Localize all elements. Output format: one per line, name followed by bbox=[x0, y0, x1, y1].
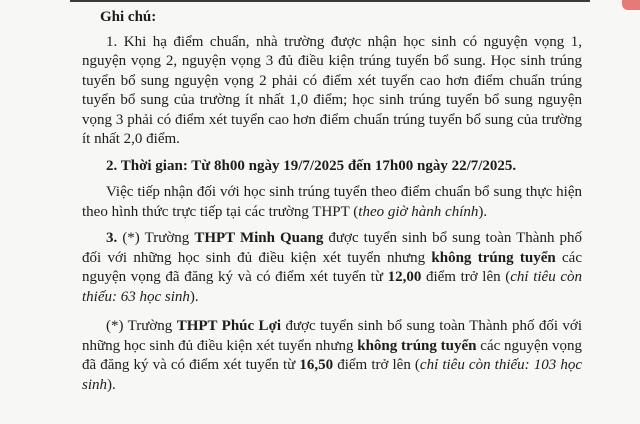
note-item-3-school: THPT Minh Quang bbox=[194, 230, 324, 246]
notes-heading: Ghi chú: bbox=[100, 9, 157, 25]
note-item-1-text: Khi hạ điểm chuẩn, nhà trường được nhận học sinh có nguyện vọng 1, nguyện vọng 2, nguyện vọng 3 đủ điều kiện trúng tuyển bổ sung. Học sinh trúng tuyển bổ sung nguyện vọng 2 phải có điểm xét tuyển cao hơn điểm chuẩn trúng tuyển bổ sung của trường ít nhất 1,0 điểm; học sinh trúng tuyển bổ sung nguyện vọng 3 phải có điểm xét tuyển cao hơn điểm chuẩn trúng tuyển bổ sung của trường ít nhất 2,0 điểm. bbox=[82, 33, 582, 147]
note-item-3-score: 12,00 bbox=[387, 269, 422, 285]
note-item-4-mid2: các nguyện vọng đã đăng ký và có điểm xét tuyển từ bbox=[82, 337, 582, 373]
note-item-4-mid3: điểm trở lên ( bbox=[333, 357, 420, 373]
note-item-4-quota: chỉ tiêu còn thiếu: 103 học sinh bbox=[82, 357, 582, 393]
note-item-3-quota: chỉ tiêu còn thiếu: 63 học sinh bbox=[82, 269, 582, 305]
note-item-4-mid: được tuyển sinh bổ sung toàn Thành phố đối với những học sinh đủ điều kiện xét tuyển nhưng bbox=[82, 318, 582, 354]
note-item-3-mid2: các nguyện vọng đã đăng ký và có điểm xét tuyển từ bbox=[82, 249, 583, 285]
note-item-4 bbox=[82, 317, 582, 395]
note-item-2-detail bbox=[82, 183, 582, 222]
note-item-2-time: Từ 8h00 ngày 19/7/2025 đến 17h00 ngày 22/7/2025. bbox=[191, 157, 517, 174]
note-item-3-end: ). bbox=[189, 288, 199, 305]
note-item-3-not-pass: không trúng tuyển bbox=[431, 249, 556, 266]
note-item-3-prefix: (*) Trường bbox=[122, 230, 195, 246]
note-item-4-not-pass: không trúng tuyển bbox=[357, 337, 477, 354]
note-item-3-mid3: điểm trở lên ( bbox=[421, 269, 511, 285]
note-item-2-detail-text: Việc tiếp nhận đối với học sinh trúng tuyển theo điểm chuẩn bổ sung thực hiện theo hình thức trực tiếp tại các trường THPT ( bbox=[82, 184, 582, 220]
note-item-4-school: THPT Phúc Lợi bbox=[176, 318, 282, 334]
note-item-2-number: 2. bbox=[106, 157, 118, 174]
note-item-2-detail-end: ). bbox=[478, 203, 488, 220]
note-item-2 bbox=[82, 157, 582, 177]
note-item-4-score: 16,50 bbox=[299, 357, 334, 373]
note-item-4-end: ). bbox=[107, 376, 116, 393]
note-item-2-detail-italic: theo giờ hành chính bbox=[358, 203, 479, 220]
note-item-1-number: 1. bbox=[106, 33, 118, 50]
red-stamp-fragment bbox=[622, 0, 640, 10]
note-item-3-number: 3. bbox=[106, 230, 118, 246]
note-item-3 bbox=[82, 229, 582, 307]
note-item-4-prefix: (*) Trường bbox=[106, 318, 177, 334]
note-item-3-mid: được tuyển sinh bổ sung toàn Thành phố đối với những học sinh đủ điều kiện xét tuyển nhưng bbox=[82, 230, 583, 266]
note-item-1 bbox=[82, 33, 582, 150]
note-item-2-label: Thời gian: bbox=[120, 157, 192, 174]
top-border-line bbox=[70, 0, 590, 2]
document-body bbox=[82, 8, 582, 395]
